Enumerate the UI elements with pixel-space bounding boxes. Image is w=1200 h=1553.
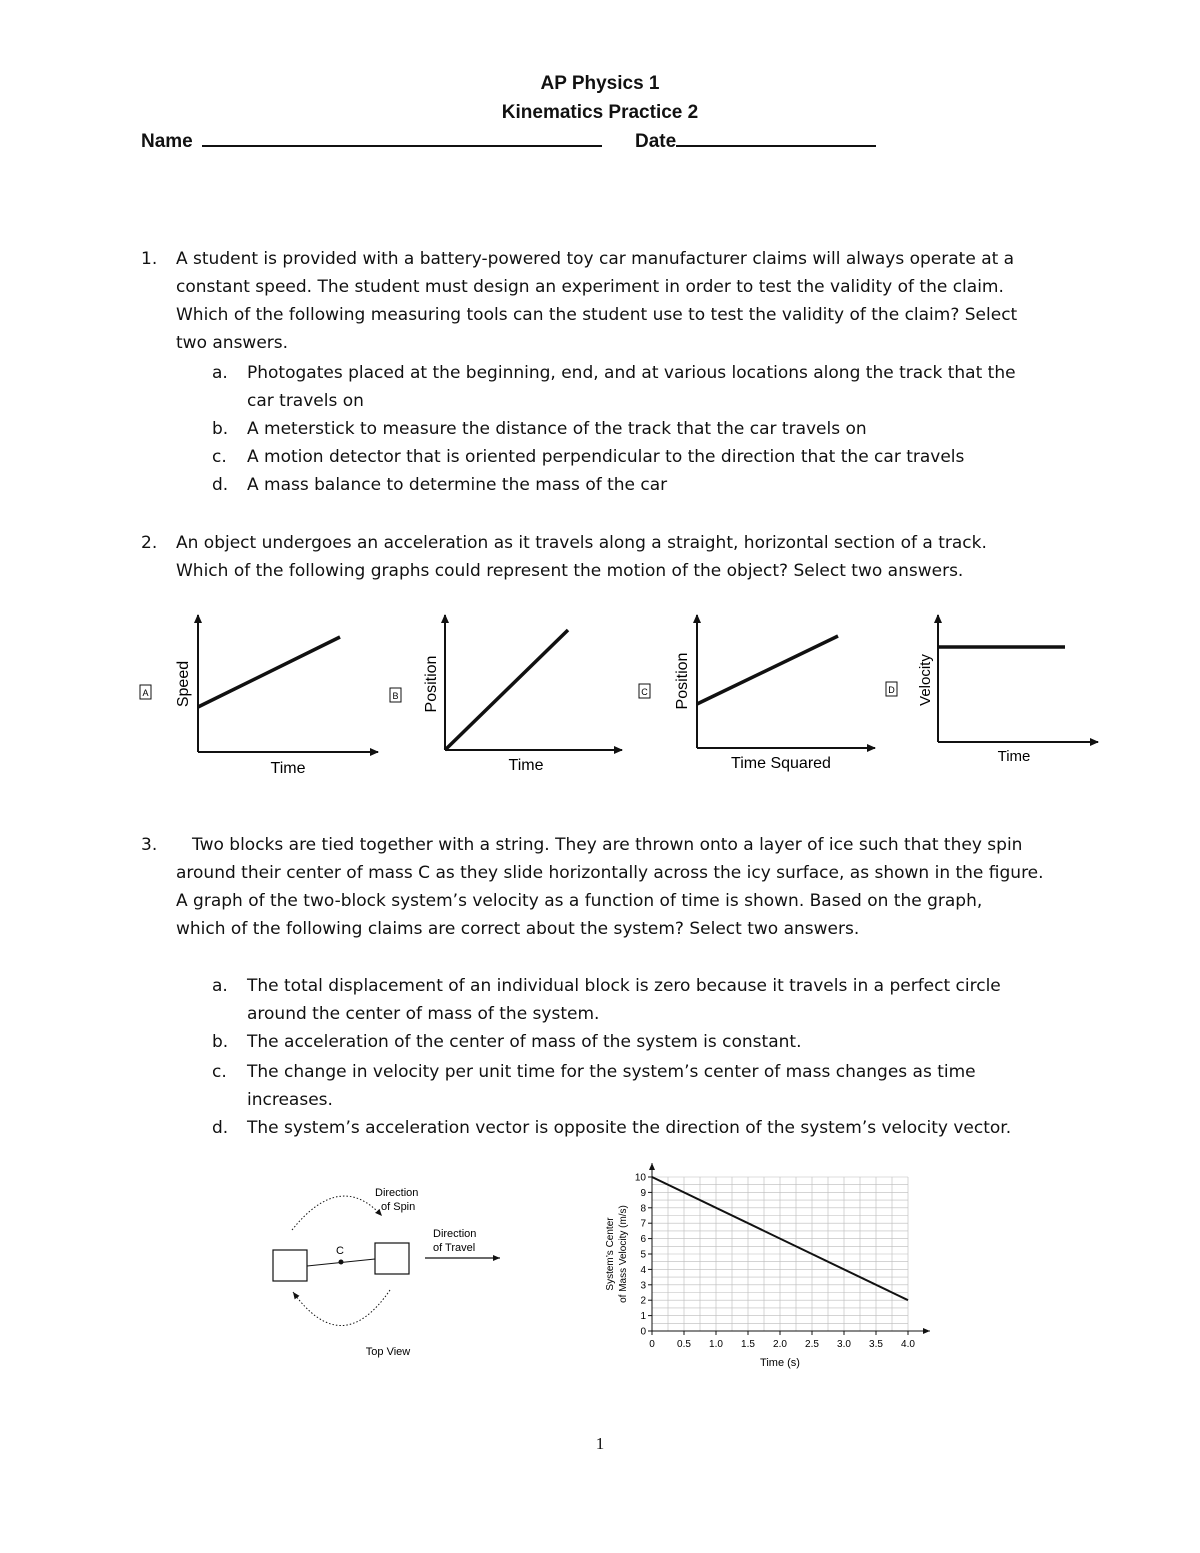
y-tick-label: 3 [640, 1280, 646, 1292]
chart-x-ticks [649, 1331, 915, 1350]
graph-b-label: B [392, 691, 399, 701]
chart-ylabel-line1: System’s Center [605, 1217, 616, 1291]
graph-d-xlabel: Time [997, 748, 1031, 765]
option-line: increases. [247, 1090, 333, 1110]
y-tick-label: 8 [640, 1203, 646, 1215]
q1-option-c: A motion detector that is oriented perpendicular to the direction that the car travels [247, 447, 965, 467]
graph-c-ylabel: Position [674, 652, 691, 710]
graph-b-xlabel: Time [508, 757, 544, 774]
q1-number: 1. [141, 249, 158, 269]
graph-d [886, 615, 1098, 765]
option-line: The change in velocity per unit time for the system’s center of mass changes as time [247, 1062, 976, 1082]
q3-option-a [247, 972, 1077, 1028]
q1-option-a-letter: a. [212, 363, 228, 383]
q3-stem-line: which of the following claims are correct about the system? Select two answers. [176, 919, 860, 939]
graph-c-line [697, 636, 838, 704]
q1-stem-line: two answers. [176, 333, 289, 353]
option-line: around the center of mass of the system. [247, 1004, 600, 1024]
y-tick-label: 2 [640, 1295, 646, 1307]
q1-stem-line: A student is provided with a battery-powered toy car manufacturer claims will always operate at a [176, 249, 1015, 269]
date-label: Date [635, 131, 677, 152]
center-of-mass-point [339, 1260, 344, 1265]
chart-grid [652, 1177, 908, 1331]
y-tick-label: 6 [640, 1234, 646, 1246]
q3-stem-first: Two blocks are tied together with a string. They are thrown onto a layer of ice such that they spin [192, 835, 1023, 855]
x-tick-label: 0.5 [677, 1339, 691, 1350]
q3-option-c-letter: c. [212, 1062, 227, 1082]
q3-option-b: The acceleration of the center of mass of the system is constant. [247, 1032, 802, 1052]
graph-a-ylabel: Speed [175, 660, 192, 708]
q3-option-b-letter: b. [212, 1032, 229, 1052]
q3-stem-line: A graph of the two-block system’s velocity as a function of time is shown. Based on the graph, [176, 891, 983, 911]
q3-option-d-letter: d. [212, 1118, 229, 1138]
q1-stem-line: Which of the following measuring tools can the student use to test the validity of the claim? Select [176, 305, 1018, 325]
q1-stem [176, 245, 1076, 357]
x-tick-label: 2.0 [773, 1339, 787, 1350]
x-tick-label: 1.0 [709, 1339, 723, 1350]
q2-stem-line: Which of the following graphs could represent the motion of the object? Select two answers. [176, 561, 964, 581]
y-tick-label: 5 [640, 1249, 646, 1261]
q2-stem-line: An object undergoes an acceleration as it travels along a straight, horizontal section of a track. [176, 533, 987, 553]
graph-c-xlabel: Time Squared [731, 755, 831, 772]
graph-b-line [445, 630, 568, 750]
q2-stem [176, 529, 1076, 585]
page-number: 1 [595, 1434, 605, 1453]
spin-arrow-top [292, 1196, 382, 1230]
name-field [141, 131, 602, 153]
q3-stem [176, 859, 1076, 943]
option-line: Photogates placed at the beginning, end, and at various locations along the track that the [247, 363, 1016, 383]
graph-b [390, 615, 622, 774]
x-tick-label: 4.0 [901, 1339, 915, 1350]
graph-a-line [198, 637, 340, 707]
graph-a-label: A [142, 688, 149, 698]
q1-option-b-letter: b. [212, 419, 229, 439]
q3-option-c [247, 1058, 1077, 1114]
y-tick-label: 9 [640, 1187, 646, 1199]
option-line: car travels on [247, 391, 364, 411]
q3-stem-line: around their center of mass C as they slide horizontally across the icy surface, as shown in the figure. [176, 863, 1044, 883]
travel-label-1: Direction [433, 1228, 477, 1240]
q1-option-d: A mass balance to determine the mass of the car [247, 475, 668, 495]
velocity-time-chart [595, 1155, 945, 1380]
diagram-caption: Top View [365, 1346, 411, 1358]
option-line: The total displacement of an individual block is zero because it travels in a perfect circle [247, 976, 1001, 996]
graph-b-ylabel: Position [423, 655, 440, 713]
x-tick-label: 3.5 [869, 1339, 883, 1350]
graph-c-label: C [641, 687, 648, 697]
spin-label-2: of Spin [381, 1201, 416, 1213]
y-tick-label: 7 [640, 1218, 646, 1230]
y-tick-label: 1 [640, 1311, 646, 1323]
y-tick-label: 10 [634, 1172, 646, 1184]
graph-d-ylabel: Velocity [917, 654, 934, 706]
spin-label-1: Direction [375, 1187, 419, 1199]
x-tick-label: 0 [649, 1339, 655, 1350]
q2-number: 2. [141, 533, 158, 553]
date-blank-line [676, 145, 876, 147]
graph-d-label: D [888, 685, 895, 695]
name-label: Name [141, 131, 193, 152]
y-tick-label: 4 [640, 1264, 646, 1276]
y-tick-label: 0 [640, 1326, 646, 1338]
graph-c [639, 615, 875, 772]
course-title: AP Physics 1 [540, 73, 660, 94]
chart-y-ticks [635, 1173, 652, 1338]
q1-option-c-letter: c. [212, 447, 227, 467]
q3-option-a-letter: a. [212, 976, 228, 996]
chart-ylabel-line2: of Mass Velocity (m/s) [618, 1205, 629, 1303]
spin-arrow-bottom [293, 1290, 390, 1326]
x-tick-label: 1.5 [741, 1339, 755, 1350]
travel-label-2: of Travel [433, 1242, 476, 1254]
graph-a [140, 615, 378, 777]
x-tick-label: 2.5 [805, 1339, 819, 1350]
name-blank-line [202, 145, 602, 147]
q3-option-d: The system’s acceleration vector is opposite the direction of the system’s velocity vector. [247, 1118, 1012, 1138]
q2-graphs [0, 600, 1200, 790]
q1-option-b: A meterstick to measure the distance of the track that the car travels on [247, 419, 867, 439]
worksheet-title: Kinematics Practice 2 [501, 102, 699, 123]
q1-option-d-letter: d. [212, 475, 229, 495]
x-tick-label: 3.0 [837, 1339, 851, 1350]
right-block [375, 1243, 409, 1274]
date-field [635, 131, 876, 153]
left-block [273, 1250, 307, 1281]
q3-number: 3. [141, 835, 158, 855]
center-label: C [336, 1245, 344, 1257]
q1-stem-line: constant speed. The student must design an experiment in order to test the validity of the claim. [176, 277, 1004, 297]
graph-a-xlabel: Time [270, 760, 306, 777]
chart-xlabel: Time (s) [760, 1357, 800, 1369]
spin-diagram [260, 1170, 520, 1370]
q1-option-a [247, 359, 1077, 415]
